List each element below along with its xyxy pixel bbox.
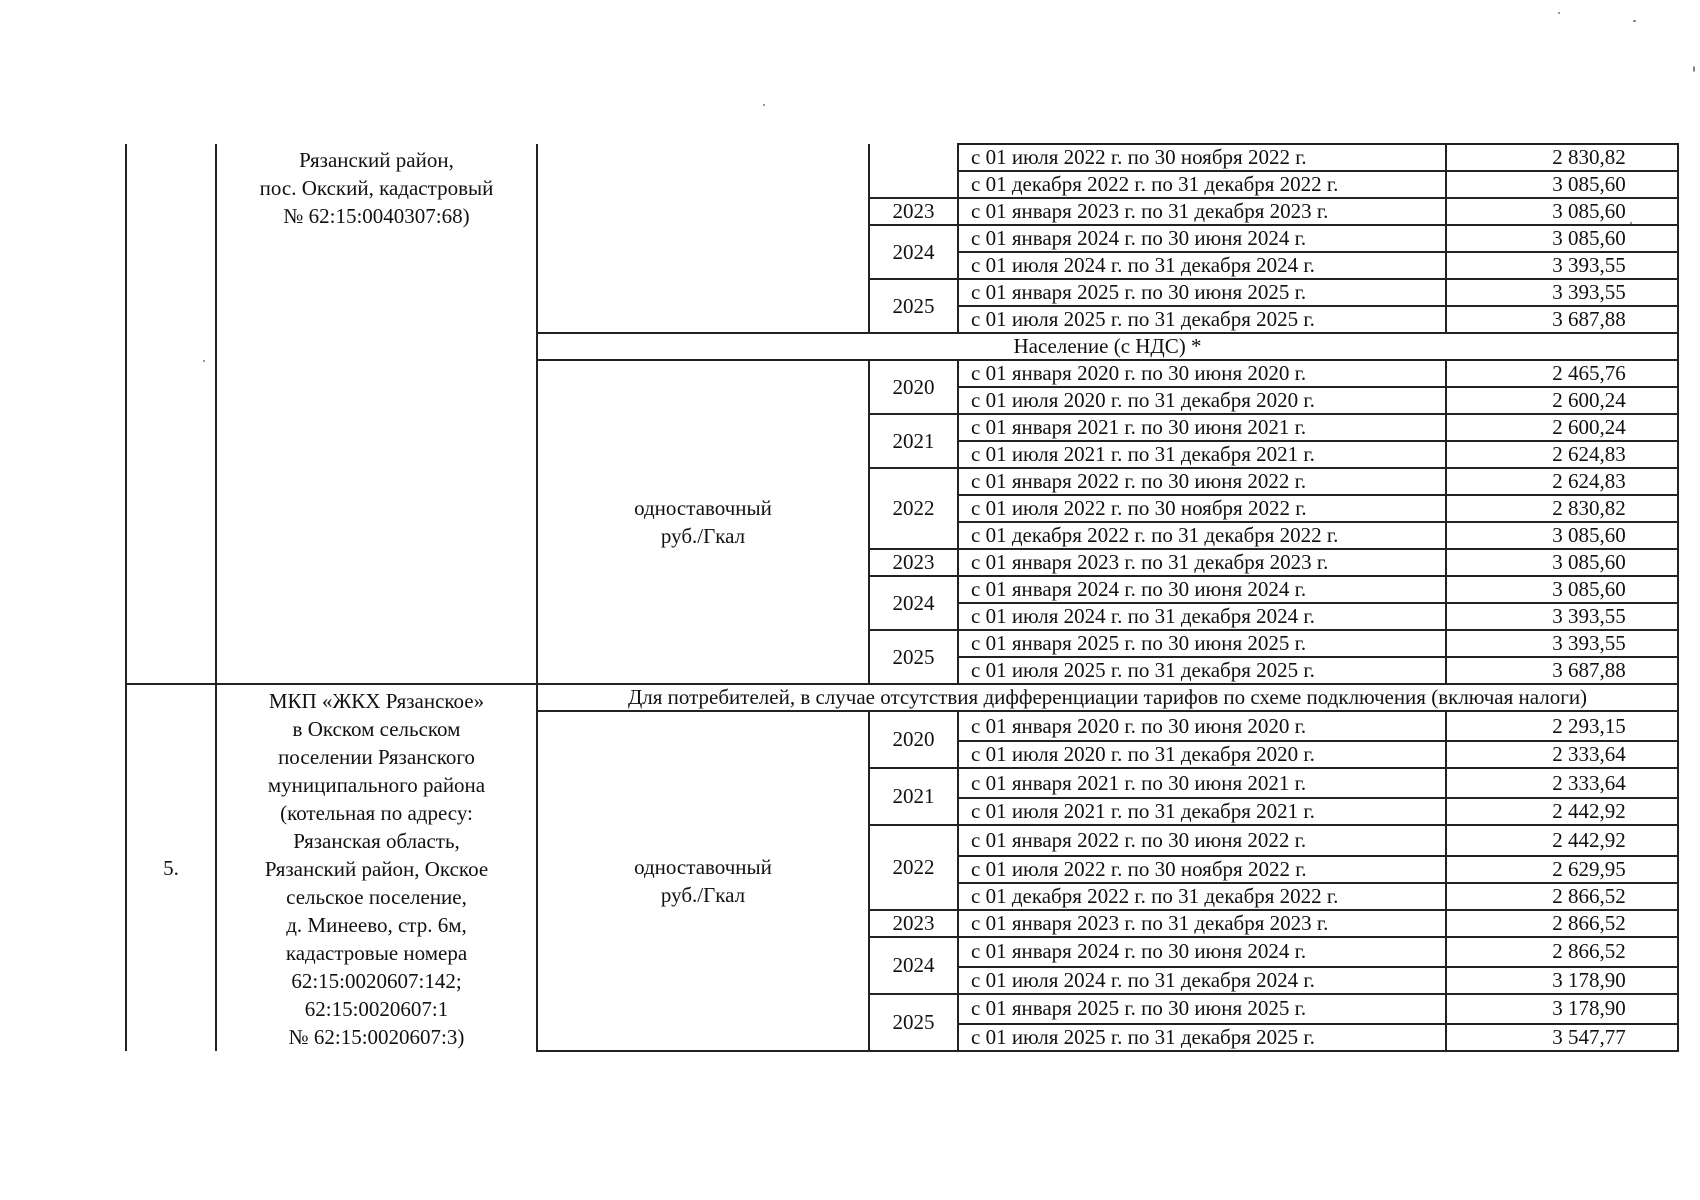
tariff-value-cell: 2 465,76 bbox=[1446, 360, 1678, 387]
year-cell: 2023 bbox=[869, 549, 958, 576]
period-cell: с 01 июля 2020 г. по 31 декабря 2020 г. bbox=[958, 387, 1446, 414]
tariff-value-cell: 2 293,15 bbox=[1446, 711, 1678, 741]
tariff-value-cell: 3 393,55 bbox=[1446, 603, 1678, 630]
tariff-value-cell: 2 333,64 bbox=[1446, 768, 1678, 798]
organization-line: Рязанский район, Окское bbox=[264, 857, 489, 881]
tariff-value-cell: 3 547,77 bbox=[1446, 1024, 1678, 1051]
tariff-value-cell: 2 442,92 bbox=[1446, 798, 1678, 825]
year-cell: 2023 bbox=[869, 910, 958, 937]
tariff-value-cell: 2 600,24 bbox=[1446, 387, 1678, 414]
year-cell: 2023 bbox=[869, 198, 958, 225]
organization-line: Рязанский район, bbox=[299, 148, 454, 172]
year-cell: 2022 bbox=[869, 468, 958, 549]
year-cell: 2024 bbox=[869, 937, 958, 994]
tariff-value-cell: 2 830,82 bbox=[1446, 495, 1678, 522]
period-cell: с 01 июля 2022 г. по 30 ноября 2022 г. bbox=[958, 144, 1446, 171]
period-cell: с 01 января 2023 г. по 31 декабря 2023 г. bbox=[958, 198, 1446, 225]
period-cell: с 01 января 2021 г. по 30 июня 2021 г. bbox=[958, 414, 1446, 441]
tariff-value-cell: 3 085,60 bbox=[1446, 225, 1678, 252]
scan-speck bbox=[1693, 66, 1695, 72]
organization-line: № 62:15:0040307:68) bbox=[283, 204, 470, 228]
organization-line: (котельная по адресу: bbox=[280, 801, 473, 825]
period-cell: с 01 июля 2021 г. по 31 декабря 2021 г. bbox=[958, 441, 1446, 468]
year-cell: 2021 bbox=[869, 414, 958, 468]
organization-line: № 62:15:0020607:3) bbox=[288, 1025, 465, 1049]
scan-speck bbox=[1558, 12, 1560, 14]
period-cell: с 01 января 2024 г. по 30 июня 2024 г. bbox=[958, 937, 1446, 967]
organization-line: в Окском сельском bbox=[292, 717, 461, 741]
tariff-value-cell: 3 085,60 bbox=[1446, 522, 1678, 549]
period-cell: с 01 декабря 2022 г. по 31 декабря 2022 г. bbox=[958, 522, 1446, 549]
tariff-type-line: руб./Гкал bbox=[660, 524, 746, 548]
tariff-type-cell bbox=[537, 144, 869, 333]
year-cell: 2025 bbox=[869, 994, 958, 1051]
year-cell: 2024 bbox=[869, 576, 958, 630]
period-cell: с 01 июля 2025 г. по 31 декабря 2025 г. bbox=[958, 1024, 1446, 1051]
organization-line: 62:15:0020607:142; bbox=[291, 969, 462, 993]
organization-cell bbox=[216, 144, 537, 684]
tariff-row bbox=[126, 144, 1678, 171]
tariff-value-cell: 3 687,88 bbox=[1446, 306, 1678, 333]
tariff-type-cell bbox=[537, 711, 869, 1051]
section-header: Население (с НДС) * bbox=[537, 333, 1678, 360]
organization-line: Рязанская область, bbox=[293, 829, 460, 853]
organization-line: кадастровые номера bbox=[285, 941, 468, 965]
tariff-type-cell bbox=[537, 360, 869, 684]
year-cell bbox=[869, 144, 958, 198]
section-header: Для потребителей, в случае отсутствия дифференциации тарифов по схеме подключения (включая налоги) bbox=[537, 684, 1678, 711]
row-number-cell bbox=[126, 144, 216, 684]
period-cell: с 01 января 2022 г. по 30 июня 2022 г. bbox=[958, 825, 1446, 855]
period-cell: с 01 июля 2022 г. по 30 ноября 2022 г. bbox=[958, 495, 1446, 522]
period-cell: с 01 января 2021 г. по 30 июня 2021 г. bbox=[958, 768, 1446, 798]
tariff-table-body bbox=[126, 144, 1678, 1051]
period-cell: с 01 января 2023 г. по 31 декабря 2023 г. bbox=[958, 910, 1446, 937]
period-cell: с 01 января 2022 г. по 30 июня 2022 г. bbox=[958, 468, 1446, 495]
period-cell: с 01 июля 2024 г. по 31 декабря 2024 г. bbox=[958, 967, 1446, 994]
tariff-value-cell: 3 687,88 bbox=[1446, 657, 1678, 684]
scan-speck bbox=[763, 104, 765, 106]
tariff-value-cell: 3 393,55 bbox=[1446, 279, 1678, 306]
period-cell: с 01 июля 2020 г. по 31 декабря 2020 г. bbox=[958, 741, 1446, 768]
tariff-value-cell: 3 085,60 bbox=[1446, 171, 1678, 198]
tariff-value-cell: 2 600,24 bbox=[1446, 414, 1678, 441]
organization-line: муниципального района bbox=[267, 773, 486, 797]
tariff-table bbox=[125, 143, 1679, 1052]
tariff-value-cell: 2 866,52 bbox=[1446, 883, 1678, 910]
tariff-value-cell: 3 393,55 bbox=[1446, 630, 1678, 657]
tariff-value-cell: 2 624,83 bbox=[1446, 468, 1678, 495]
year-cell: 2020 bbox=[869, 711, 958, 768]
organization-line: 62:15:0020607:1 bbox=[304, 997, 449, 1021]
organization-line: д. Минеево, стр. 6м, bbox=[286, 913, 467, 937]
tariff-value-cell: 3 085,60 bbox=[1446, 576, 1678, 603]
row-number-cell: 5. bbox=[126, 684, 216, 1051]
tariff-value-cell: 2 629,95 bbox=[1446, 856, 1678, 883]
period-cell: с 01 января 2025 г. по 30 июня 2025 г. bbox=[958, 279, 1446, 306]
tariff-value-cell: 3 393,55 bbox=[1446, 252, 1678, 279]
period-cell: с 01 января 2023 г. по 31 декабря 2023 г. bbox=[958, 549, 1446, 576]
year-cell: 2021 bbox=[869, 768, 958, 825]
period-cell: с 01 января 2020 г. по 30 июня 2020 г. bbox=[958, 360, 1446, 387]
tariff-type-line: руб./Гкал bbox=[660, 883, 746, 907]
tariff-value-cell: 3 178,90 bbox=[1446, 994, 1678, 1024]
organization-cell bbox=[216, 684, 537, 1051]
tariff-value-cell: 2 866,52 bbox=[1446, 910, 1678, 937]
tariff-type-line: одноставочный bbox=[634, 496, 772, 520]
period-cell: с 01 июля 2022 г. по 30 ноября 2022 г. bbox=[958, 856, 1446, 883]
organization-line: МКП «ЖКХ Рязанское» bbox=[268, 689, 485, 713]
period-cell: с 01 июля 2024 г. по 31 декабря 2024 г. bbox=[958, 603, 1446, 630]
period-cell: с 01 июля 2021 г. по 31 декабря 2021 г. bbox=[958, 798, 1446, 825]
tariff-value-cell: 2 624,83 bbox=[1446, 441, 1678, 468]
period-cell: с 01 января 2020 г. по 30 июня 2020 г. bbox=[958, 711, 1446, 741]
tariff-value-cell: 3 085,60 bbox=[1446, 549, 1678, 576]
organization-line: сельское поселение, bbox=[286, 885, 467, 909]
tariff-value-cell: 3 085,60 bbox=[1446, 198, 1678, 225]
period-cell: с 01 декабря 2022 г. по 31 декабря 2022 г. bbox=[958, 883, 1446, 910]
scan-speck bbox=[1633, 20, 1636, 22]
period-cell: с 01 июля 2025 г. по 31 декабря 2025 г. bbox=[958, 306, 1446, 333]
tariff-value-cell: 2 830,82 bbox=[1446, 144, 1678, 171]
period-cell: с 01 июля 2024 г. по 31 декабря 2024 г. bbox=[958, 252, 1446, 279]
period-cell: с 01 января 2024 г. по 30 июня 2024 г. bbox=[958, 576, 1446, 603]
year-cell: 2022 bbox=[869, 825, 958, 909]
tariff-type-line: одноставочный bbox=[634, 855, 772, 879]
tariff-value-cell: 2 333,64 bbox=[1446, 741, 1678, 768]
year-cell: 2020 bbox=[869, 360, 958, 414]
period-cell: с 01 января 2025 г. по 30 июня 2025 г. bbox=[958, 994, 1446, 1024]
year-cell: 2025 bbox=[869, 630, 958, 684]
tariff-value-cell: 2 442,92 bbox=[1446, 825, 1678, 855]
section-row bbox=[126, 684, 1678, 711]
organization-line: поселении Рязанского bbox=[278, 745, 475, 769]
tariff-value-cell: 3 178,90 bbox=[1446, 967, 1678, 994]
year-cell: 2025 bbox=[869, 279, 958, 333]
period-cell: с 01 июля 2025 г. по 31 декабря 2025 г. bbox=[958, 657, 1446, 684]
tariff-value-cell: 2 866,52 bbox=[1446, 937, 1678, 967]
year-cell: 2024 bbox=[869, 225, 958, 279]
period-cell: с 01 января 2025 г. по 30 июня 2025 г. bbox=[958, 630, 1446, 657]
period-cell: с 01 декабря 2022 г. по 31 декабря 2022 г. bbox=[958, 171, 1446, 198]
organization-line: пос. Окский, кадастровый bbox=[259, 176, 494, 200]
period-cell: с 01 января 2024 г. по 30 июня 2024 г. bbox=[958, 225, 1446, 252]
